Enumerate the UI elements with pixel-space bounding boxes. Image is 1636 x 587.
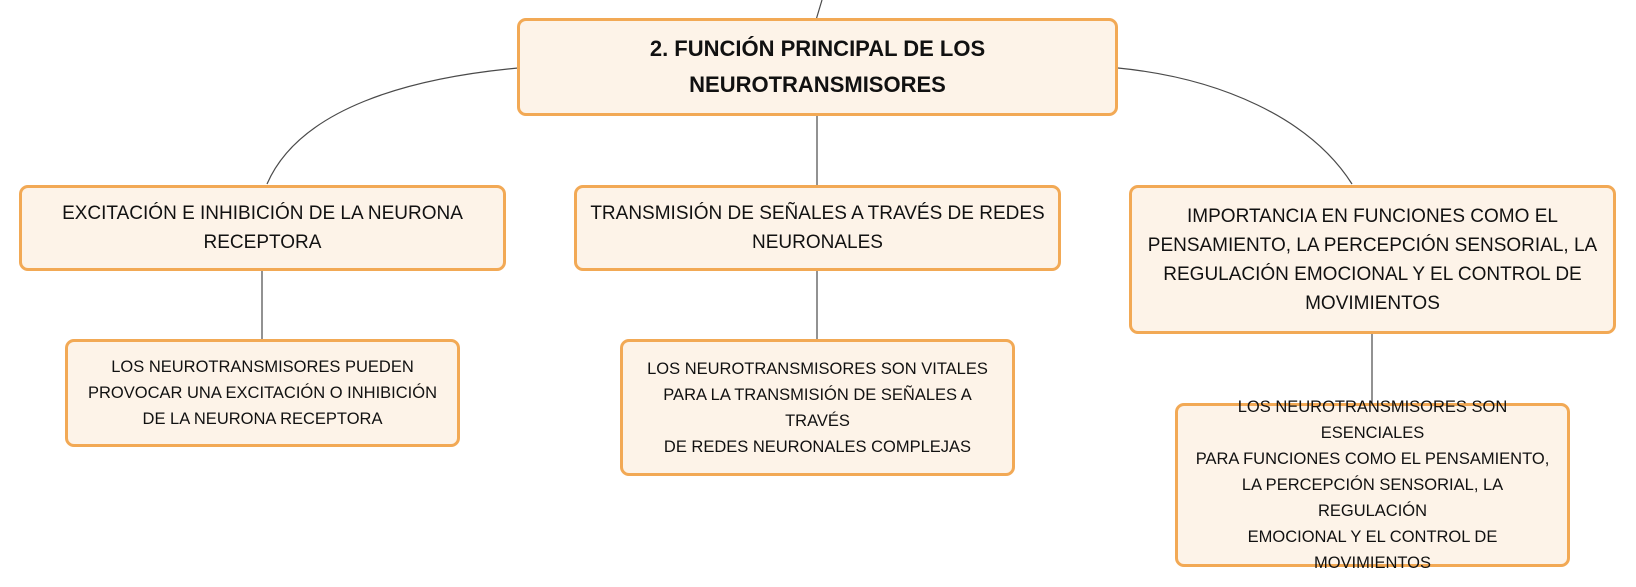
child-node-label: LOS NEUROTRANSMISORES PUEDEN PROVOCAR UNA EXCITACIÓN O INHIBICIÓN DE LA NEURONA RECEPTORA (88, 358, 437, 428)
branch-node-importancia[interactable] (1129, 185, 1616, 334)
branch-node-excitacion[interactable] (19, 185, 506, 271)
child-node-label: LOS NEUROTRANSMISORES SON VITALES PARA LA TRANSMISIÓN DE SEÑALES A TRAVÉS DE REDES NEURONALES COMPLEJAS (647, 359, 988, 456)
branch-node-transmision[interactable] (574, 185, 1061, 271)
branch-node-label: IMPORTANCIA EN FUNCIONES COMO EL PENSAMIENTO, LA PERCEPCIÓN SENSORIAL, LA REGULACIÓN EMOCIONAL Y EL CONTROL DE MOVIMIENTOS (1147, 205, 1598, 314)
connector-root-branch-3 (1118, 68, 1352, 184)
connector-root-branch-1 (267, 68, 518, 184)
branch-node-label: TRANSMISIÓN DE SEÑALES A TRAVÉS DE REDES NEURONALES (590, 203, 1045, 253)
root-node[interactable] (517, 18, 1118, 116)
branch-node-label: EXCITACIÓN E INHIBICIÓN DE LA NEURONA RECEPTORA (62, 203, 463, 253)
child-node-excitacion[interactable] (65, 339, 460, 447)
child-node-transmision[interactable] (620, 339, 1015, 476)
connector-parent-root (816, 0, 822, 20)
child-node-label: LOS NEUROTRANSMISORES SON ESENCIALES PARA FUNCIONES COMO EL PENSAMIENTO, LA PERCEPCIÓN SENSORIAL, LA REGULACIÓN EMOCIONAL Y EL CONTROL DE MOVIMIENTOS (1195, 398, 1550, 572)
root-node-label: 2. FUNCIÓN PRINCIPAL DE LOS NEUROTRANSMISORES (649, 36, 986, 97)
child-node-importancia[interactable] (1175, 398, 1570, 572)
